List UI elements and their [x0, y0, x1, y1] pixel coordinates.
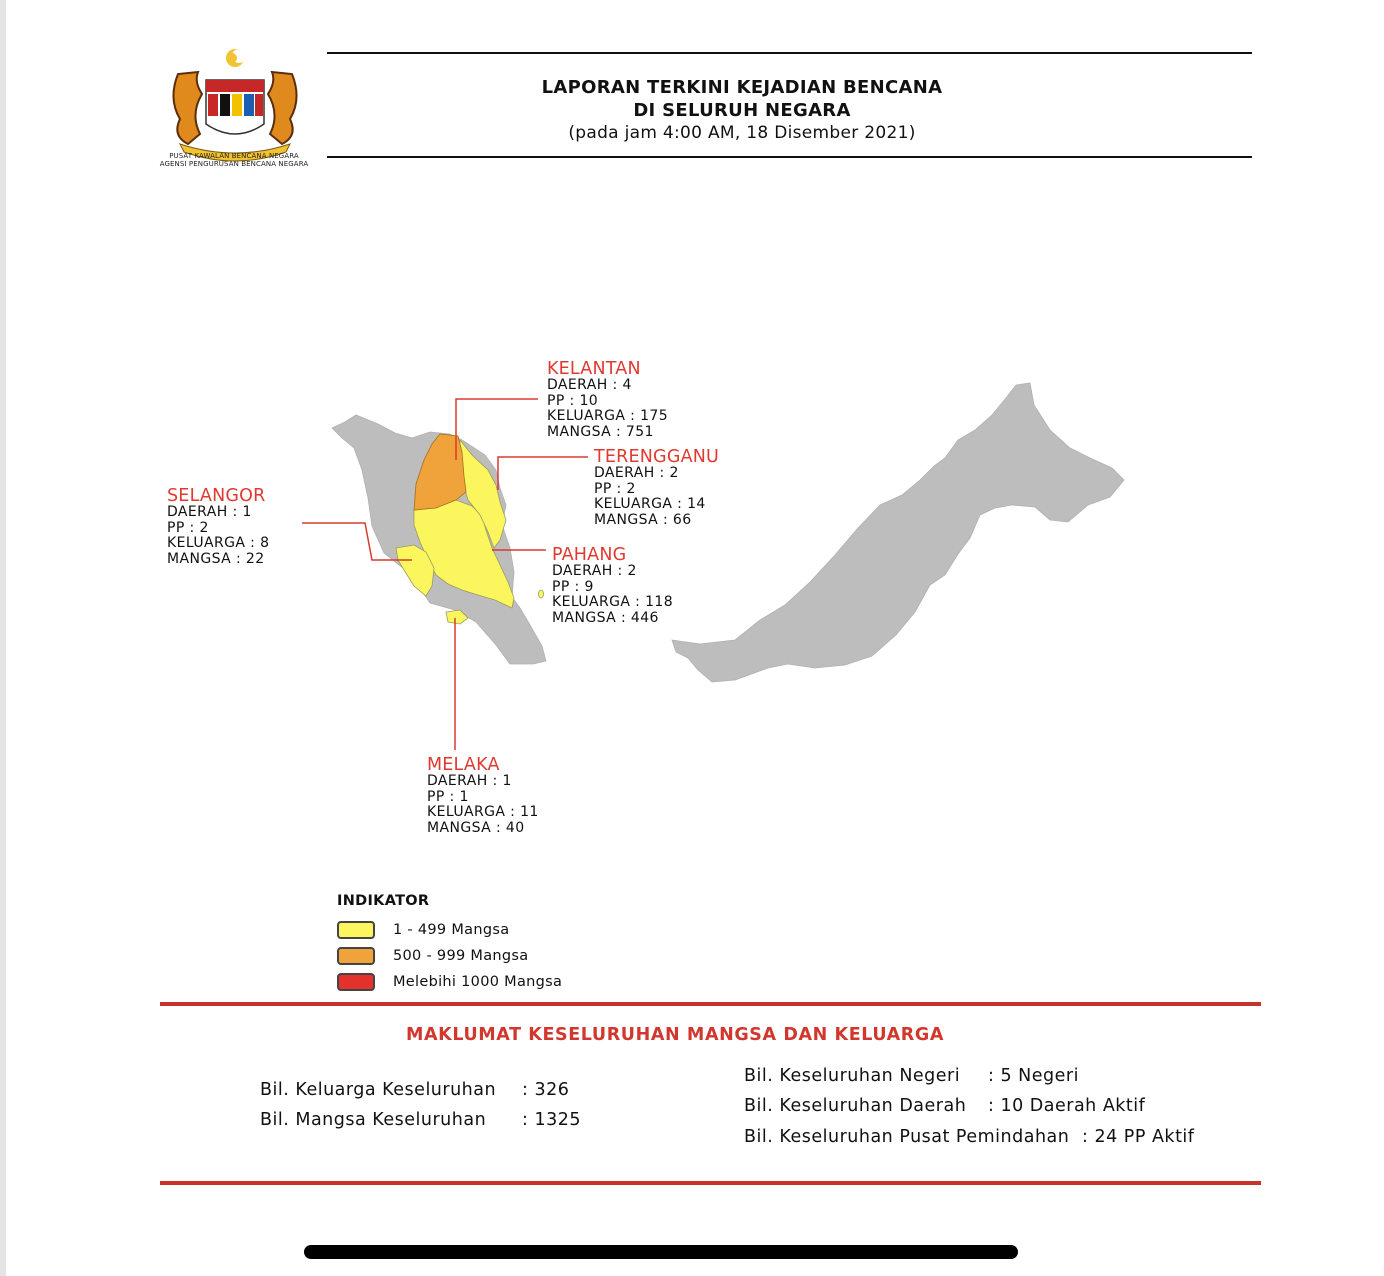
- tioman-island: [539, 590, 544, 598]
- legend-swatch-high: [337, 973, 375, 991]
- pahang-callout: [552, 546, 673, 626]
- summary-label: Bil. Keseluruhan Pusat Pemindahan: [744, 1127, 1070, 1147]
- state-name: KELANTAN: [547, 359, 641, 379]
- legend-item: [337, 943, 562, 969]
- summary-negeri-row: [744, 1066, 1079, 1086]
- summary-value: : 5 Negeri: [988, 1066, 1079, 1086]
- legend-label: 1 - 499 Mangsa: [393, 922, 510, 938]
- title-subtitle: (pada jam 4:00 AM, 18 Disember 2021): [568, 123, 916, 143]
- state-daerah: DAERAH : 2: [552, 563, 637, 579]
- state-pp: PP : 2: [594, 480, 636, 497]
- state-name: TERENGGANU: [594, 447, 720, 467]
- borneo-sabah-sarawak: [672, 383, 1124, 682]
- terengganu-callout: [594, 448, 719, 528]
- state-daerah: DAERAH : 1: [427, 773, 512, 789]
- state-mangsa: MANGSA : 751: [547, 423, 654, 440]
- legend-title: INDIKATOR: [337, 893, 430, 909]
- state-mangsa: MANGSA : 66: [594, 511, 692, 528]
- agency-line-1: PUSAT KAWALAN BENCANA NEGARA: [169, 152, 299, 160]
- state-keluarga: KELUARGA : 118: [552, 594, 674, 611]
- state-keluarga: KELUARGA : 14: [594, 496, 706, 513]
- kelantan-callout: [547, 360, 668, 440]
- state-pp: PP : 2: [167, 519, 209, 536]
- state-pp: PP : 9: [552, 578, 594, 595]
- summary-value: : 10 Daerah Aktif: [988, 1096, 1146, 1116]
- summary-daerah-row: [744, 1096, 1146, 1116]
- summary-pp-row: [744, 1127, 1195, 1147]
- legend-label: 500 - 999 Mangsa: [393, 948, 529, 964]
- state-daerah: DAERAH : 4: [547, 377, 632, 393]
- state-keluarga: KELUARGA : 8: [167, 535, 270, 552]
- state-mangsa: MANGSA : 446: [552, 609, 659, 626]
- summary-rule-top: [160, 1002, 1261, 1006]
- summary-label: Bil. Keseluruhan Daerah: [744, 1096, 967, 1116]
- selangor-callout: [167, 487, 269, 567]
- state-mangsa: MANGSA : 22: [167, 550, 265, 567]
- legend-swatch-low: [337, 921, 375, 939]
- state-name: SELANGOR: [167, 486, 266, 506]
- summary-mangsa-row: [260, 1110, 581, 1130]
- state-pp: PP : 10: [547, 392, 599, 409]
- state-keluarga: KELUARGA : 175: [547, 408, 669, 425]
- state-pp: PP : 1: [427, 788, 469, 805]
- summary-value: : 326: [522, 1080, 570, 1100]
- title-line-2: DI SELURUH NEGARA: [633, 100, 851, 121]
- legend-item: [337, 917, 562, 943]
- terengganu-callout-line: [498, 457, 588, 490]
- summary-label: Bil. Mangsa Keseluruhan: [260, 1110, 487, 1130]
- map-legend: [337, 893, 562, 995]
- legend-item: [337, 969, 562, 995]
- state-keluarga: KELUARGA : 11: [427, 804, 539, 821]
- summary-label: Bil. Keseluruhan Negeri: [744, 1066, 961, 1086]
- state-name: MELAKA: [427, 755, 500, 775]
- agency-line-2: AGENSI PENGURUSAN BENCANA NEGARA: [159, 160, 309, 168]
- state-daerah: DAERAH : 1: [167, 504, 252, 520]
- summary-value: : 1325: [522, 1110, 581, 1130]
- legend-label: Melebihi 1000 Mangsa: [393, 974, 563, 990]
- melaka-callout: [427, 756, 539, 836]
- state-daerah: DAERAH : 2: [594, 465, 679, 481]
- home-indicator-bar[interactable]: [304, 1245, 1018, 1259]
- title-line-1: LAPORAN TERKINI KEJADIAN BENCANA: [541, 77, 943, 98]
- state-mangsa: MANGSA : 40: [427, 819, 525, 836]
- summary-value: : 24 PP Aktif: [1082, 1127, 1195, 1147]
- summary-keluarga-row: [260, 1080, 570, 1100]
- state-name: PAHANG: [552, 545, 627, 565]
- summary-title: MAKLUMAT KESELURUHAN MANGSA DAN KELUARGA: [406, 1025, 944, 1045]
- legend-swatch-mid: [337, 947, 375, 965]
- summary-label: Bil. Keluarga Keseluruhan: [260, 1080, 497, 1100]
- summary-rule-bottom: [160, 1181, 1261, 1185]
